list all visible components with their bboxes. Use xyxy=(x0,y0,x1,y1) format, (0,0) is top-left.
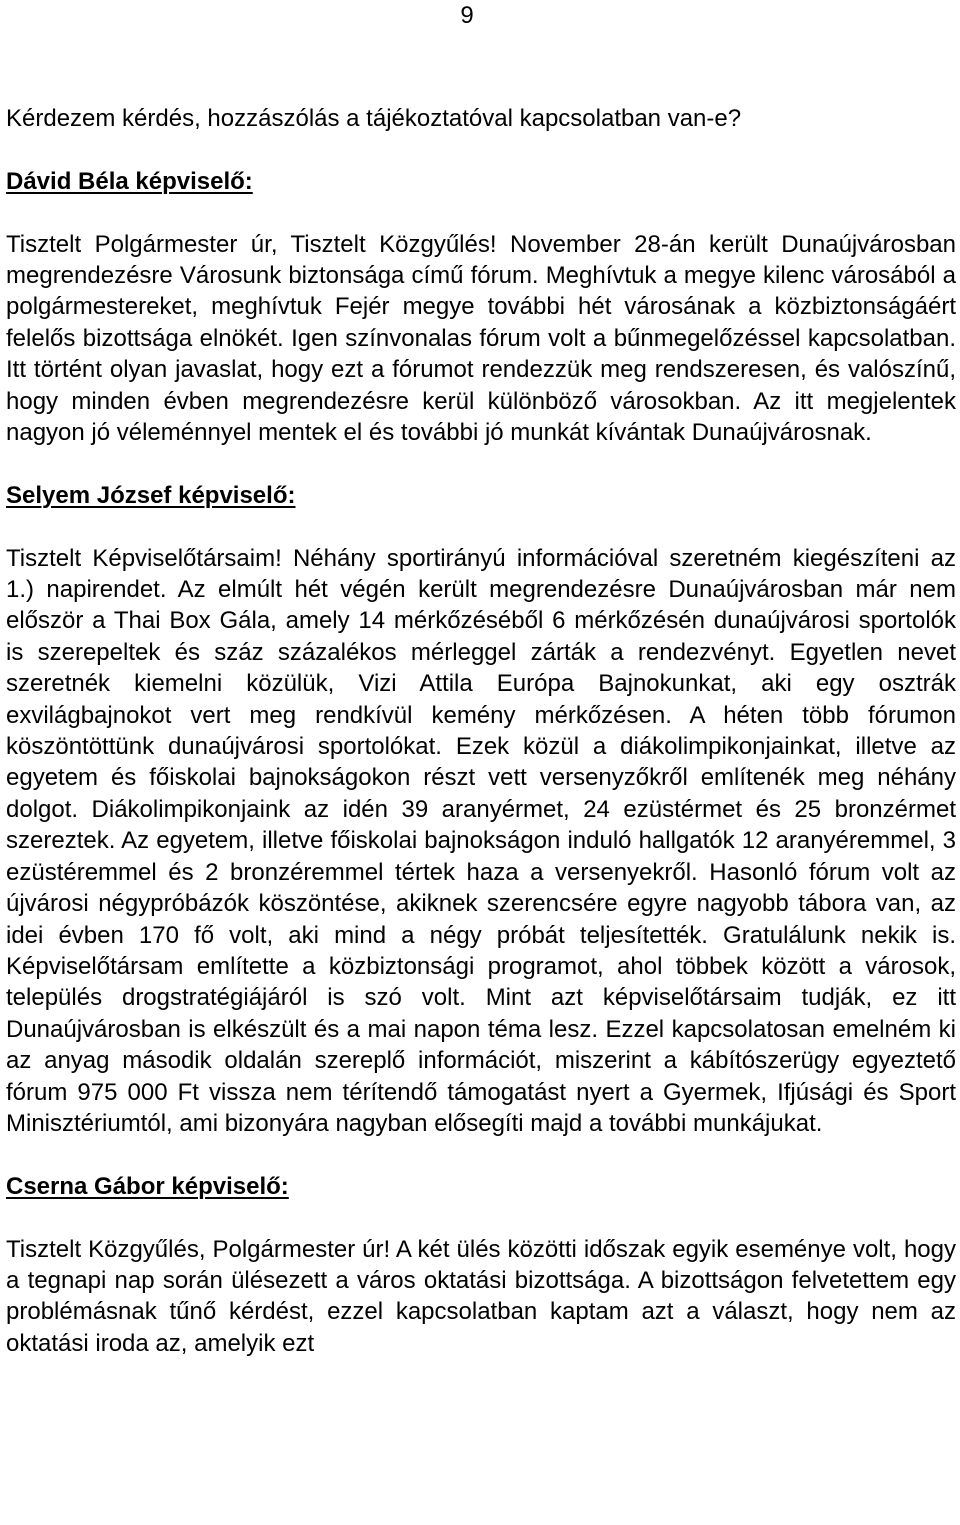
speech-cserna-gabor: Tisztelt Közgyűlés, Polgármester úr! A két ülés közötti időszak egyik eseménye volt, hogy a tegnapi nap során ülésezett a város oktatási bizottsága. A bizottságon felvetettem egy problémásnak tűnő kérdést, ezzel kapcsolatban kaptam azt a választ, hogy nem az oktatási iroda az, amelyik ezt xyxy=(6,1235,956,1357)
paragraph-spacer xyxy=(6,197,956,228)
page-number: 9 xyxy=(460,2,474,29)
paragraph-spacer xyxy=(6,1139,956,1170)
intro-question: Kérdezem kérdés, hozzászólás a tájékoztatóval kapcsolatban van-e? xyxy=(6,105,742,132)
paragraph-spacer xyxy=(6,1202,956,1233)
document-body xyxy=(6,103,956,1359)
speaker-heading-selyem-jozsef: Selyem József képviselő: xyxy=(6,481,296,509)
speech-david-bela: Tisztelt Polgármester úr, Tisztelt Közgyűlés! November 28-án került Dunaújvárosban megrendezésre Városunk biztonsága című fórum. Meghívtuk a megye kilenc városából a polgármestereket, meghívtuk Fejér megye további hét városának a közbiztonságáért felelős bizottsága elnökét. Igen színvonalas fórum volt a bűnmegelőzéssel kapcsolatban. Itt történt olyan javaslat, hogy ezt a fórumot rendezzük meg rendszeresen, és valószínű, hogy minden évben megrendezésre kerül különböző városokban. Az itt megjelentek nagyon jó véleménnyel mentek el és további jó munkát kívántak Dunaújvárosnak. xyxy=(6,230,956,447)
paragraph-spacer xyxy=(6,448,956,479)
paragraph-spacer xyxy=(6,511,956,542)
speaker-heading-cserna-gabor: Cserna Gábor képviselő: xyxy=(6,1172,289,1200)
speech-selyem-jozsef: Tisztelt Képviselőtársaim! Néhány sportirányú információval szeretném kiegészíteni az 1.) napirendet. Az elmúlt hét végén került megrendezésre Dunaújvárosban már nem először a Thai Box Gála, amely 14 mérkőzéséből 6 mérkőzésén dunaújvárosi sportolók is szerepeltek és száz százalékos mérleggel zárták a rendezvényt. Egyetlen nevet szeretnék kiemelni közülük, Vizi Attila Európa Bajnokunkat, aki egy osztrák exvilágbajnokot vert meg rendkívül kemény mérkőzésen. A héten több fórumon köszöntöttünk dunaújvárosi sportolókat. Ezek közül a diákolimpikonjainkat, illetve az egyetem és főiskolai bajnokságokon részt vett versenyzőkről említenék meg néhány dolgot. Diákolimpikonjaink az idén 39 aranyérmet, 24 ezüstérmet és 25 bronzérmet szereztek. Az egyetem, illetve főiskolai bajnokságon induló hallgatók 12 aranyéremmel, 3 ezüstéremmel és 2 bronzéremmel tértek haza a versenyekről. Hasonló fórum volt az újvárosi négypróbázók köszöntése, akiknek szerencsére egyre nagyobb tábora van, az idei évben 170 fő volt, aki mind a négy próbát teljesítették. Gratulálunk nekik is. Képviselőtársam említette a közbiztonsági programot, ahol többek között a városok, település drogstratégiájáról is szó volt. Mint azt képviselőtársaim tudják, ez itt Dunaújvárosban is elkészült és a mai napon téma lesz. Ezzel kapcsolatosan emelném ki az anyag második oldalán szereplő információt, miszerint a kábítószerügy egyeztető fórum 975 000 Ft vissza nem térítendő támogatást nyert a Gyermek, Ifjúsági és Sport Minisztériumtól, ami bizonyára nagyban elősegíti majd a további munkájukat. xyxy=(6,544,956,1137)
paragraph-spacer xyxy=(6,134,956,165)
speaker-heading-david-bela: Dávid Béla képviselő: xyxy=(6,167,253,195)
